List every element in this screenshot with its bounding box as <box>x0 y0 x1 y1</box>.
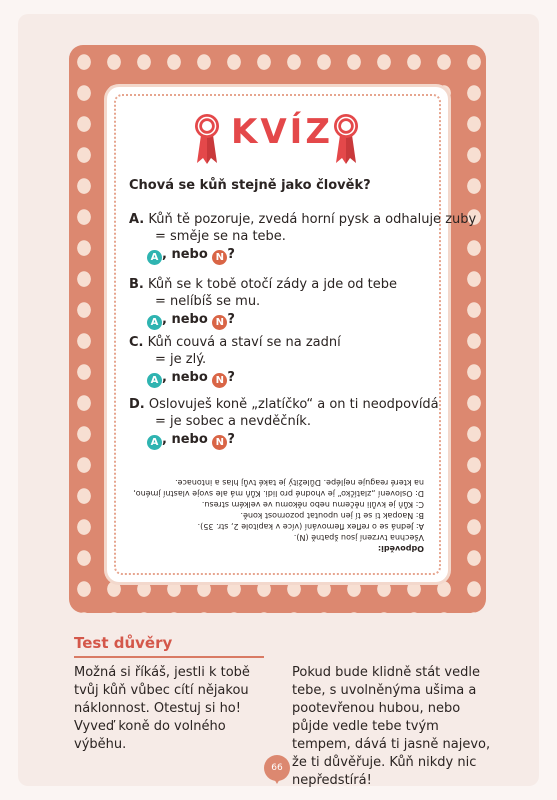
answer-a-badge[interactable]: A <box>147 315 162 330</box>
answers-line: B: Naopak ti se tí jen upoutat pozornost koně. <box>240 511 424 520</box>
answers-line: D: Oslovení „zlatíčko“ je vhodné pro lidi. Kůň má ale svoje vlastní jméno, <box>133 489 424 498</box>
answers-line: Všechna tvrzení jsou špatně (N). <box>293 533 424 542</box>
answers-line: na které reaguje nejlépe. Důležitý je také tvůj hlas a intonace. <box>175 478 424 487</box>
item-statement: Kůň couvá a staví se na zadní <box>147 335 341 350</box>
answer-end: ? <box>227 432 235 447</box>
quiz-item <box>129 211 477 265</box>
answer-options <box>129 369 429 388</box>
item-statement: Kůň se k tobě otočí zády a jde od tebe <box>148 277 398 292</box>
answer-end: ? <box>227 247 235 262</box>
item-letter: D. <box>129 397 145 412</box>
answers-line: C: Kůň je kvůli něčemu nebo někomu ve velkém stresu. <box>201 500 424 509</box>
quiz-item <box>129 396 439 450</box>
body-text-left: Možná si říkáš, jestli k tobě tvůj kůň vůbec cítí nějakou náklonnost. Otestuj si ho! Vyveď koně do volného výběhu. <box>74 665 250 752</box>
answers-heading: Odpovědi: <box>377 544 424 553</box>
item-meaning: = je sobec a nevděčník. <box>155 414 311 429</box>
item-meaning: = nelíbíš se mu. <box>155 294 261 309</box>
answer-a-badge[interactable]: A <box>147 435 162 450</box>
item-letter: C. <box>129 335 144 350</box>
answer-options <box>129 246 429 265</box>
answer-joiner: , nebo <box>162 247 208 262</box>
item-meaning: = směje se na tebe. <box>155 229 286 244</box>
rosette-ribbon-icon <box>194 113 220 165</box>
item-statement: Kůň tě pozoruje, zvedá horní pysk a odhaluje zuby <box>148 212 477 227</box>
quiz-item <box>129 334 429 388</box>
answer-a-badge[interactable]: A <box>147 373 162 388</box>
section-divider <box>74 656 264 658</box>
quiz-title: KVÍZ <box>231 112 333 152</box>
page-number-badge: 66 <box>264 755 290 781</box>
answer-joiner: , nebo <box>162 312 208 327</box>
answer-n-badge[interactable]: N <box>212 373 227 388</box>
answer-end: ? <box>227 370 235 385</box>
item-letter: B. <box>129 277 144 292</box>
body-text-right: Pokud bude klidně stát vedle tebe, s uvolněnýma ušima a pootevřenou hubou, nebo půjde vedle tebe tvým tempem, dává ti jasně najevo, že ti důvěřuje. Kůň nikdy nic nepředstírá! <box>292 665 491 788</box>
answer-joiner: , nebo <box>162 432 208 447</box>
quiz-question: Chová se kůň stejně jako člověk? <box>129 178 371 193</box>
answer-a-badge[interactable]: A <box>147 250 162 265</box>
answer-n-badge[interactable]: N <box>212 315 227 330</box>
answer-end: ? <box>227 312 235 327</box>
item-letter: A. <box>129 212 145 227</box>
answer-n-badge[interactable]: N <box>212 250 227 265</box>
answer-options <box>129 311 429 330</box>
answers-line: A: Jedná se o reflex flemování (více v kapitole 2, str. 35). <box>197 522 424 531</box>
answer-n-badge[interactable]: N <box>212 435 227 450</box>
section-title: Test důvěry <box>74 634 173 652</box>
quiz-item <box>129 276 429 330</box>
answer-joiner: , nebo <box>162 370 208 385</box>
upside-down-answers <box>124 477 424 554</box>
answer-options <box>129 431 429 450</box>
item-statement: Oslovuješ koně „zlatíčko“ a on ti neodpovídá <box>148 397 439 412</box>
item-meaning: = je zlý. <box>155 352 207 367</box>
